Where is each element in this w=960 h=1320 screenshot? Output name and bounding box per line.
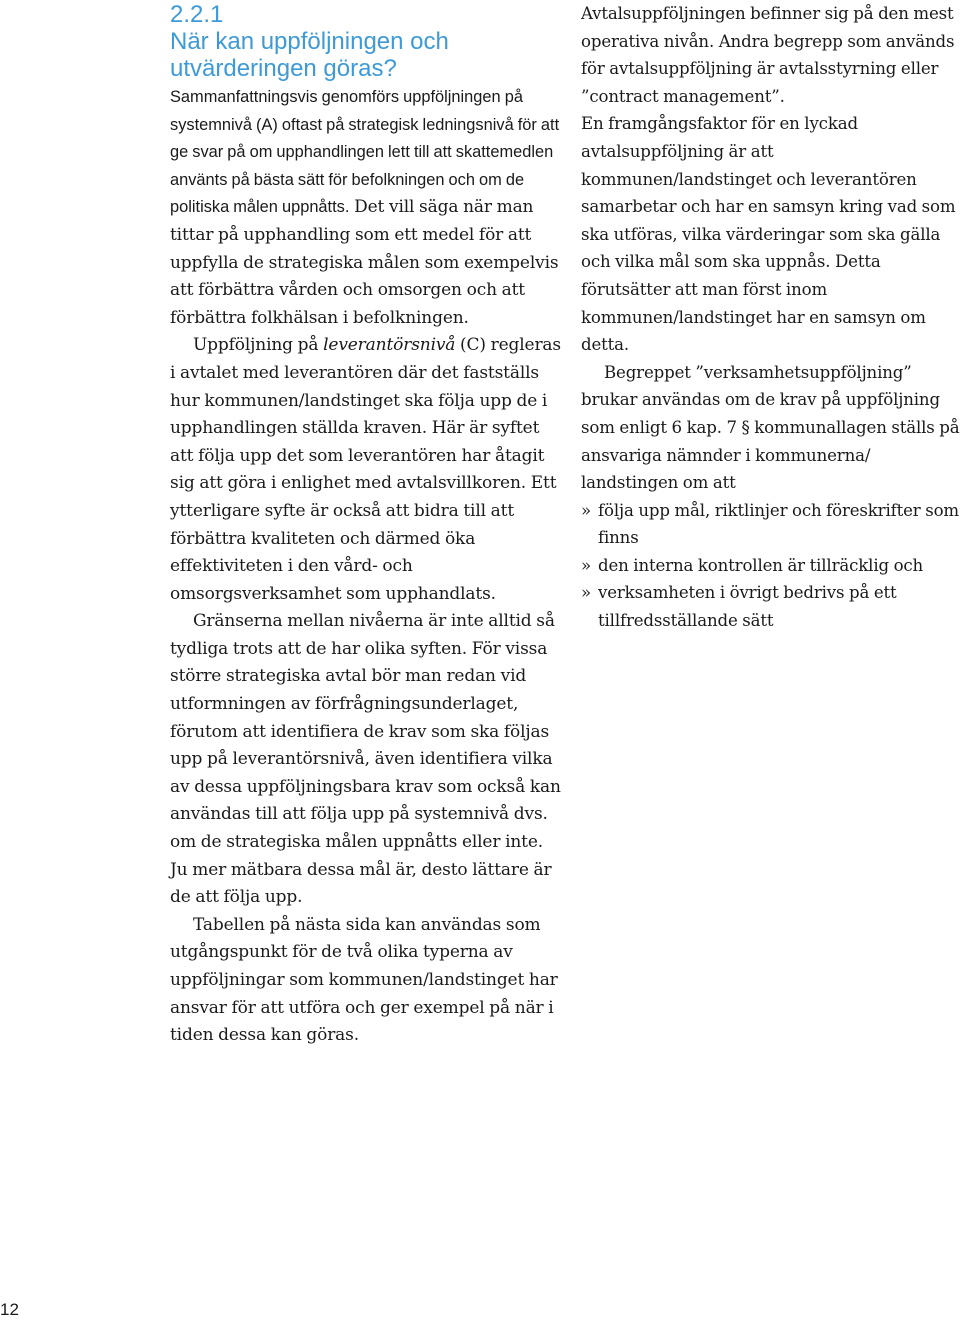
bullet-mark: »	[581, 500, 592, 520]
paragraph-success-factor: En framgångsfaktor för en lyckad avtalsuppföljning är att kommunen/landstinget och leverantören samarbetar och har en samsyn kring vad som ska utföras, vilka värderingar som ska gälla och vilka mål som ska uppnås. Detta förutsätter att man först inom kommunen/landstinget har en samsyn om detta.	[581, 114, 956, 355]
bullet-mark: »	[581, 583, 592, 603]
bullet-text: följa upp mål, riktlinjer och föreskrifter som finns	[598, 500, 959, 548]
paragraph-contract-followup: Avtalsuppföljningen befinner sig på den mest operativa nivån. Andra begrepp som används för avtalsuppföljning är avtalsstyrning eller ”contract management”.	[581, 4, 955, 106]
paragraph-supplier-level-b: (C) regleras i avtalet med leverantören där det fastställs hur kommunen/landstinget ska följa upp de i upphandlingen ställda kraven. Här är syftet att följa upp det som leverantören har åtagit sig att göra i enlighet med avtalsvillkoren. Ett ytterligare syfte är också att bidra till att förbättra kvaliteten och därmed öka effektiviteten i den vård- och omsorgsverksamhet som upphandlats.	[170, 335, 561, 604]
right-column	[581, 0, 960, 635]
paragraph-system-level	[170, 84, 562, 332]
bullet-item	[581, 552, 960, 580]
paragraph-system-level-rest: Det vill säga när man tittar på upphandling som ett medel för att uppfylla de strategiska målen som exempelvis att förbättra vården och omsorgen och att förbättra folkhälsan i befolkningen.	[170, 197, 559, 328]
paragraph-supplier-level-a: Uppföljning på	[193, 335, 324, 356]
bullet-mark: »	[581, 555, 592, 575]
bullet-text: den interna kontrollen är tillräcklig och	[598, 555, 924, 575]
section-number: 2.2.1	[170, 1, 224, 28]
paragraph-verksamhetsuppfoljning: Begreppet ”verksamhetsuppföljning” brukar användas om de krav på uppföljning som enligt 6 kap. 7 § kommunallagen ställs på ansvariga nämnder i kommunerna/ landstingen om att	[581, 362, 960, 493]
bullet-item	[581, 497, 960, 552]
page-number: 12	[0, 1300, 19, 1319]
left-column	[170, 0, 562, 1050]
section-title-line-2: utvärderingen göras?	[170, 55, 397, 82]
section-title	[170, 28, 562, 82]
section-title-line-1: När kan uppföljningen och	[170, 28, 449, 55]
paragraph-table-reference: Tabellen på nästa sida kan användas som utgångspunkt för de två olika typerna av uppföljningar som kommunen/landstinget har ansvar för att utföra och ger exempel på när i tiden dessa kan göras.	[170, 914, 558, 1046]
paragraph-system-level-lead: Sammanfattningsvis genomförs uppföljningen på systemnivå (A) oftast på strategisk ledningsnivå för att ge svar på om upphandlingen lett till att skattemedlen använts på bästa sätt för befolkningen och om de politiska målen uppnåtts.	[170, 88, 560, 217]
bullet-list	[581, 497, 960, 635]
paragraph-supplier-level	[170, 332, 562, 608]
bullet-item	[581, 579, 960, 634]
bullet-text: verksamheten i övrigt bedrivs på ett tillfredsställande sätt	[598, 583, 897, 631]
paragraph-boundaries: Gränserna mellan nivåerna är inte alltid så tydliga trots att de har olika syften. För vissa större strategiska avtal bör man redan vid utformningen av förfrågningsunderlaget, förutom att identifiera de krav som ska följas upp på leverantörsnivå, även identifiera vilka av dessa uppföljningsbara krav som också kan användas till att följa upp på systemnivå dvs. om de strategiska målen uppnåtts eller inte. Ju mer mätbara dessa mål är, desto lättare är de att följa upp.	[170, 611, 561, 908]
term-leverantorsniva: leverantörsnivå	[323, 335, 456, 356]
